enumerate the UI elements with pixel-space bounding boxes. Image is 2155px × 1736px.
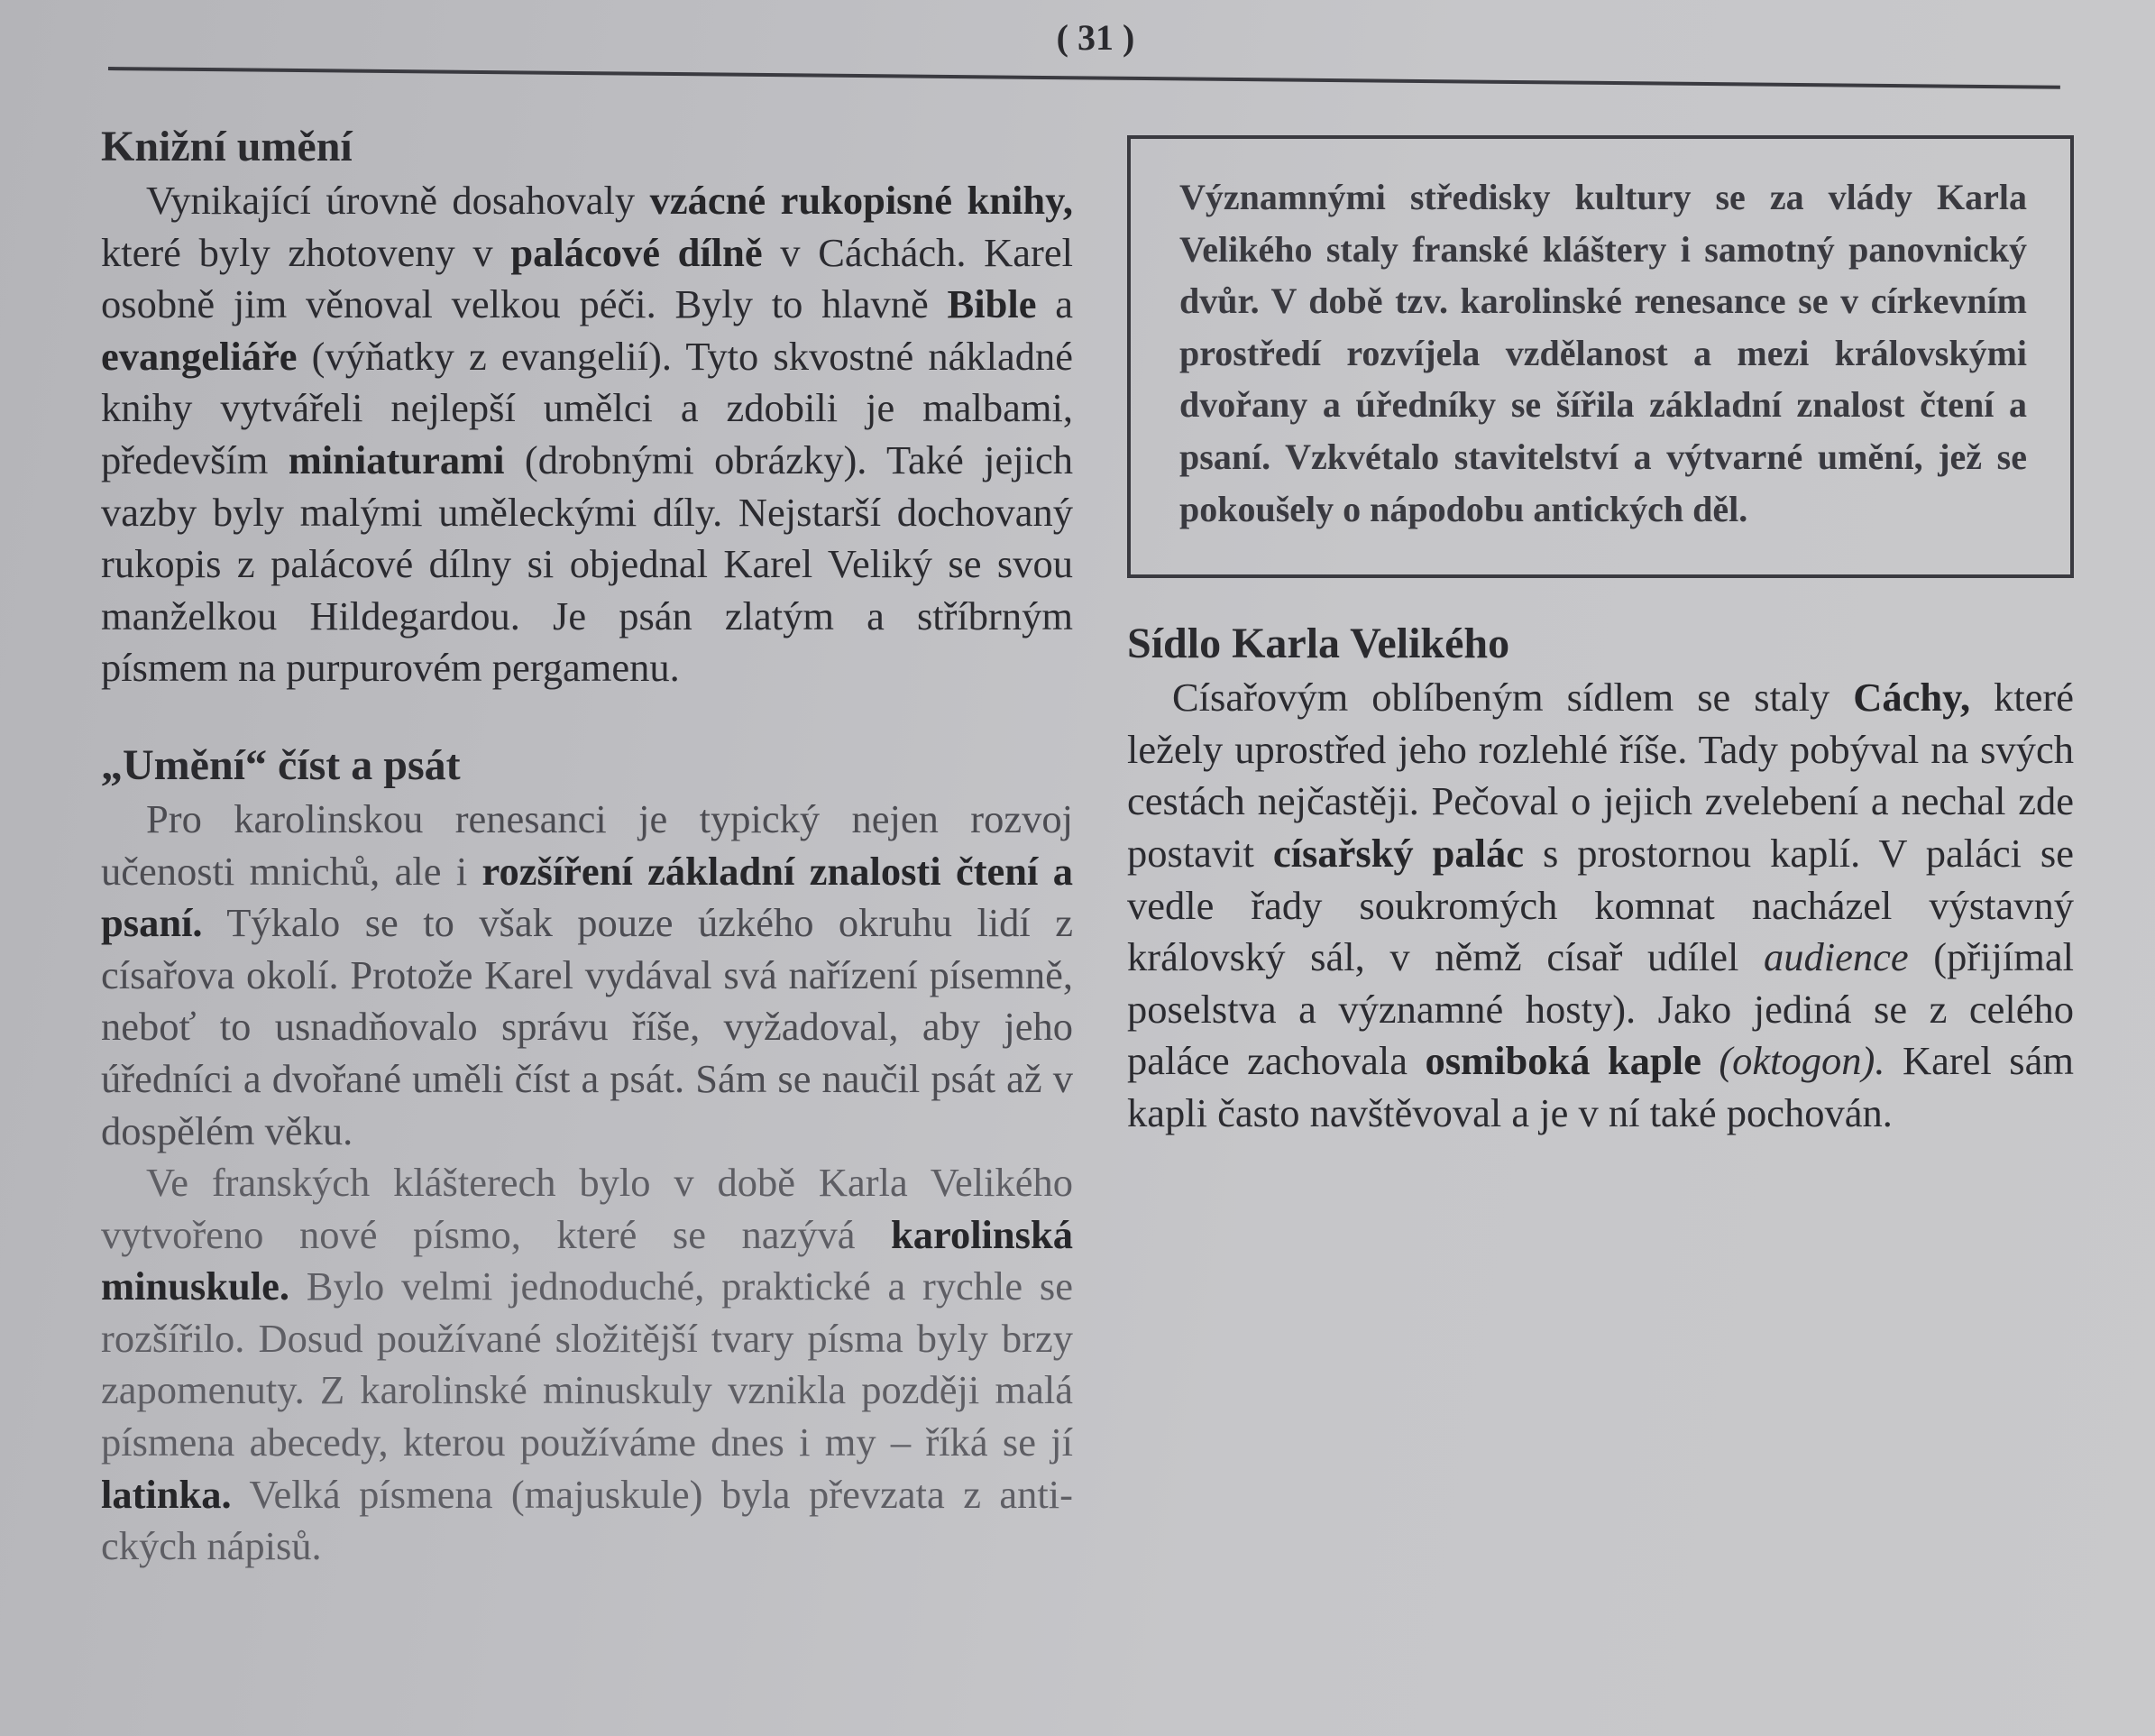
- emphasis-term: evangeliáře: [101, 333, 298, 379]
- text-run: Velká písmena (majuskule) byla převzata z antických nápisů.: [101, 1471, 1073, 1569]
- italic-term: (oktogon).: [1719, 1038, 1885, 1084]
- page-number: ( 31 ): [1056, 17, 1135, 58]
- text-run: (výňatky z evangelií). Tyto skvostné nákladné knihy vytvářeli nejlepší umělci a zdobili je malbami, především: [101, 333, 1073, 482]
- right-column: [1127, 135, 2074, 1140]
- emphasis-term: Cáchy,: [1853, 675, 1971, 721]
- emphasis-term: rozšíření základní znalosti čtení a psaní.: [101, 848, 1073, 946]
- heading-sidlo-karla-velikeho: Sídlo Karla Velikého: [1127, 620, 1510, 668]
- emphasis-term: latinka.: [101, 1471, 232, 1517]
- paragraph-sidlo-karla-velikeho: [1127, 672, 2074, 1139]
- left-column: [101, 119, 1073, 1573]
- text-run: Ve franských klášterech bylo v době Karla Velikého vytvořeno nové písmo, které se nazývá: [101, 1160, 1073, 1257]
- summary-box-text: Významnými středisky kultury se za vlády Karla Velikého staly franské kláštery i samotný panovnický dvůr. V době tzv. karolinské renesance se v církevním prostředí rozvíjela vzdělanost a mezi královskými dvořany a úředníky se šířila základní znalost čtení a psaní. Vzkvétalo stavitelství a výtvarné umění, jež se pokoušely o nápodobu antických děl.: [1179, 177, 2027, 529]
- paragraph-karolinska-minuskule: [101, 1157, 1073, 1573]
- heading-knizni-umeni: Knižní umění: [101, 123, 353, 170]
- text-run: Bylo velmi jednoduché, praktické a rychle se rozšířilo. Dosud používané složitější tvary písma byly brzy zapomenuty. Z karolinské minuskuly vznikla později malá písmena abecedy, kterou používáme dnes i my – říká se jí: [101, 1263, 1073, 1465]
- summary-box: [1127, 135, 2074, 578]
- text-run: které byly zhotoveny v: [101, 229, 511, 275]
- text-run: a: [1036, 281, 1073, 327]
- text-run: které ležely uprostřed jeho rozlehlé říše. Tady pobýval na svých cestách nejčastěji. Pečoval o jejich zvelebení a nechal zde postavit: [1127, 675, 2074, 876]
- text-run: v Cáchách. Karel osobně jim věnoval velkou péči. Byly to hlavně: [101, 229, 1073, 327]
- text-run: Vynikající úrovně dosahovaly: [146, 178, 650, 223]
- emphasis-term: karolinská minuskule.: [101, 1211, 1073, 1309]
- text-run: Pro karolinskou renesanci je typický nejen rozvoj učenosti mnichů, ale i: [101, 795, 1073, 894]
- emphasis-term: vzácné rukopisné knihy,: [649, 178, 1073, 223]
- emphasis-term: císařský palác: [1272, 830, 1525, 876]
- header-rule: [108, 67, 2060, 89]
- italic-term: audience: [1763, 934, 1909, 980]
- emphasis-term: palácové dílně: [510, 229, 763, 275]
- text-run: (drobnými obrázky). Také jejich vazby byly malými uměleckými díly. Nejstarší dochovaný rukopis z palácové dílny si objednal Karel Veliký se svou manželkou Hildegardou. Je psán zlatým a stříbrným písmem na purpurovém pergamenu.: [101, 436, 1073, 691]
- emphasis-term: miniaturami: [288, 436, 505, 482]
- emphasis-term: osmiboká kaple: [1425, 1038, 1701, 1084]
- paragraph-karolinska-renesance: [101, 794, 1073, 1157]
- text-run: s prostornou kaplí. V paláci se vedle řady soukromých komnat nacházel výstavný královský sál, v němž císař udílel: [1127, 830, 2074, 980]
- text-run: [1701, 1038, 1719, 1083]
- text-run: Karel sám kapli často navštěvoval a je v ní také pochován.: [1127, 1038, 2074, 1135]
- paragraph-knizni-umeni: [101, 175, 1073, 694]
- text-run: (přijímal poselstva a významné hosty). Jako jediná se z celého paláce zachovala: [1127, 934, 2074, 1084]
- text-run: Císařovým oblíbeným sídlem se staly: [1172, 675, 1854, 721]
- emphasis-term: Bible: [947, 281, 1037, 327]
- text-run: Týkalo se to však pouze úzkého okruhu lidí z císařova okolí. Protože Karel vydával svá nařízení písemně, neboť to usnadňovalo správu říše, vyžadoval, aby jeho úředníci a dvořané uměli číst a psát. Sám se naučil psát až v dospělém věku.: [101, 900, 1073, 1153]
- heading-umeni-cist-a-psat: „Umění“ číst a psát: [101, 740, 461, 789]
